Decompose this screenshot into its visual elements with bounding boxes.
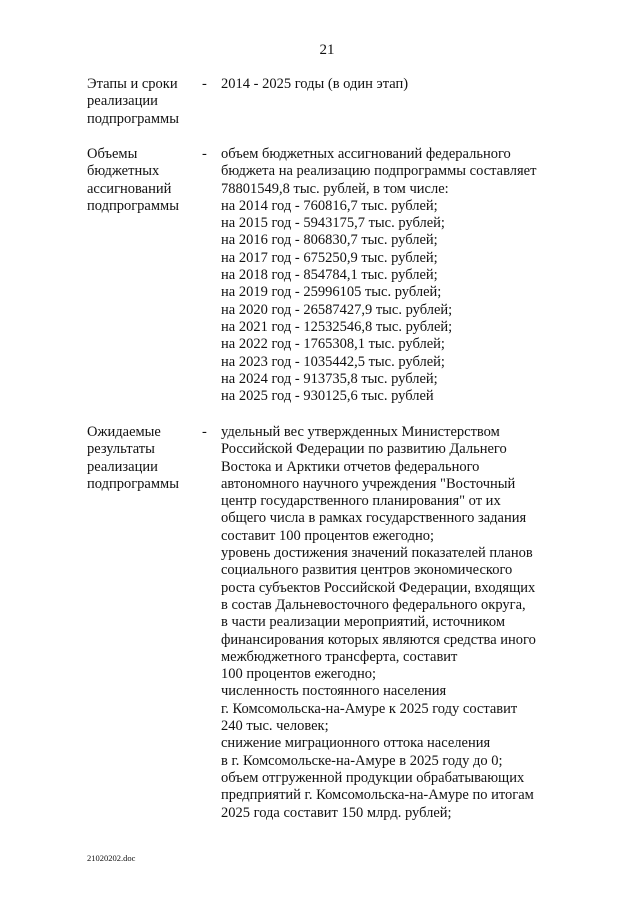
content-line: 2014 - 2025 годы (в один этап) [221, 76, 409, 92]
content-line: Российской Федерации по развитию Дальнего [221, 441, 507, 458]
content-line: 78801549,8 тыс. рублей, в том числе: [221, 180, 449, 197]
label-line: Ожидаемые [87, 424, 161, 440]
content-line: бюджета на реализацию подпрограммы составляет [221, 163, 537, 180]
content-line: на 2024 год - 913735,8 тыс. рублей; [221, 370, 438, 387]
content-line: в г. Комсомольске-на-Амуре в 2025 году до 0; [221, 752, 503, 769]
section-label [87, 146, 197, 215]
content-line: на 2023 год - 1035442,5 тыс. рублей; [221, 353, 445, 370]
content-line: на 2018 год - 854784,1 тыс. рублей; [221, 267, 438, 284]
section-content [221, 424, 571, 822]
section-dash: - [202, 76, 207, 92]
content-line: 240 тыс. человек; [221, 718, 329, 735]
content-line: г. Комсомольска-на-Амуре к 2025 году составит [221, 700, 518, 717]
label-line: ассигнований [87, 180, 172, 197]
content-line: роста субъектов Российской Федерации, входящих [221, 579, 536, 596]
content-line: центр государственного планирования" от их [221, 493, 501, 510]
content-line: удельный вес утвержденных Министерством [221, 424, 500, 440]
label-line: результаты [87, 441, 155, 458]
content-line: предприятий г. Комсомольска-на-Амуре по итогам [221, 787, 534, 804]
content-line: на 2014 год - 760816,7 тыс. рублей; [221, 197, 438, 214]
label-line: Объемы [87, 146, 138, 162]
content-line: финансирования которых являются средства иного [221, 631, 536, 648]
content-line: 2025 года составит 150 млрд. рублей; [221, 804, 452, 821]
content-line: Востока и Арктики отчетов федерального [221, 458, 480, 475]
content-line: на 2015 год - 5943175,7 тыс. рублей; [221, 215, 445, 232]
label-line: бюджетных [87, 163, 160, 180]
label-line: подпрограммы [87, 110, 179, 127]
content-line: в части реализации мероприятий, источником [221, 614, 505, 631]
label-line: подпрограммы [87, 197, 179, 214]
section-dash: - [202, 146, 207, 162]
content-line: на 2025 год - 930125,6 тыс. рублей [221, 388, 434, 405]
content-line: общего числа в рамках государственного задания [221, 510, 527, 527]
content-line: на 2020 год - 26587427,9 тыс. рублей; [221, 301, 453, 318]
section-dash: - [202, 424, 207, 440]
page-number: 21 [319, 42, 335, 58]
content-line: на 2017 год - 675250,9 тыс. рублей; [221, 249, 438, 266]
content-line: численность постоянного населения [221, 683, 447, 700]
section-label [87, 76, 197, 128]
content-line: снижение миграционного оттока населения [221, 735, 491, 752]
content-line: уровень достижения значений показателей планов [221, 545, 533, 562]
section-content [221, 76, 571, 93]
section-label [87, 424, 197, 493]
label-line: реализации [87, 93, 158, 110]
content-line: 100 процентов ежегодно; [221, 666, 376, 683]
label-line: Этапы и сроки [87, 76, 178, 92]
content-line: в состав Дальневосточного федерального округа, [221, 596, 526, 613]
content-line: автономного научного учреждения "Восточный [221, 475, 516, 492]
content-line: межбюджетного трансферта, составит [221, 648, 458, 665]
content-line: составит 100 процентов ежегодно; [221, 527, 434, 544]
content-line: объем отгруженной продукции обрабатывающих [221, 769, 525, 786]
section-content [221, 146, 571, 405]
content-line: социального развития центров экономического [221, 562, 513, 579]
label-line: подпрограммы [87, 475, 179, 492]
content-line: на 2016 год - 806830,7 тыс. рублей; [221, 232, 438, 249]
content-line: на 2022 год - 1765308,1 тыс. рублей; [221, 336, 445, 353]
label-line: реализации [87, 458, 158, 475]
content-line: объем бюджетных ассигнований федерального [221, 146, 511, 162]
content-line: на 2021 год - 12532546,8 тыс. рублей; [221, 318, 453, 335]
document-footer: 21020202.doc [87, 853, 136, 863]
content-line: на 2019 год - 25996105 тыс. рублей; [221, 284, 442, 301]
